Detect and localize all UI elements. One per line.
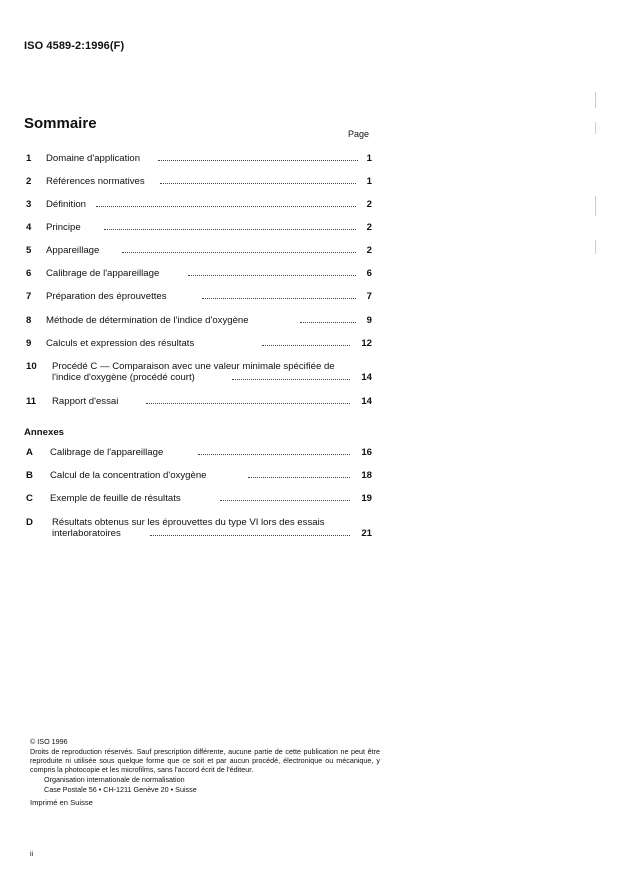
toc-entry-page: 1 bbox=[366, 153, 372, 164]
scan-mark bbox=[595, 92, 596, 108]
toc-entry-page: 1 bbox=[366, 176, 372, 187]
toc-entry-number: 9 bbox=[26, 338, 32, 349]
toc-entry-page: 14 bbox=[361, 372, 372, 383]
annex-label: Calcul de la concentration d'oxygène bbox=[50, 470, 207, 481]
toc-entry bbox=[26, 338, 372, 352]
annex-page: 19 bbox=[361, 493, 372, 504]
toc-title: Sommaire bbox=[24, 115, 97, 132]
toc-entry-page: 2 bbox=[366, 222, 372, 233]
toc-entry bbox=[26, 222, 372, 236]
annex-letter: C bbox=[26, 493, 33, 504]
dot-leader bbox=[146, 403, 350, 404]
annexes-heading: Annexes bbox=[24, 427, 64, 438]
toc-entry-number: 7 bbox=[26, 291, 32, 302]
toc-entry-label: Principe bbox=[46, 222, 81, 233]
page-number: ii bbox=[30, 851, 34, 858]
scan-mark bbox=[595, 240, 596, 254]
copyright-line: © ISO 1996 bbox=[30, 737, 68, 746]
dot-leader bbox=[220, 500, 350, 501]
annex-entry bbox=[26, 470, 372, 484]
toc-entry bbox=[26, 268, 372, 282]
dot-leader bbox=[202, 298, 356, 299]
annex-label: interlaboratoires bbox=[52, 528, 121, 539]
copyright-notice: Droits de reproduction réservés. Sauf prescription différente, aucune partie de cette publication ne peut être reproduite ni utilisée sous quelque forme que ce soit et par aucun procédé, électronique ou mécanique, y compris la photocopie et les microfilms, sans l'accord écrit de l'éditeur. bbox=[30, 747, 380, 774]
copyright-block bbox=[30, 737, 380, 807]
dot-leader bbox=[232, 379, 350, 380]
toc-entry-label: Procédé C — Comparaison avec une valeur minimale spécifiée de bbox=[52, 361, 335, 372]
toc-entry-label: Calculs et expression des résultats bbox=[46, 338, 195, 349]
toc-entry-label: Appareillage bbox=[46, 245, 100, 256]
toc-entry-label: Définition bbox=[46, 199, 86, 210]
annex-letter: B bbox=[26, 470, 33, 481]
annex-entry bbox=[26, 447, 372, 461]
dot-leader bbox=[150, 535, 350, 536]
toc-entry-label: l'indice d'oxygène (procédé court) bbox=[52, 372, 195, 383]
toc-entry-number: 10 bbox=[26, 361, 37, 372]
toc-entry-page: 6 bbox=[366, 268, 372, 279]
dot-leader bbox=[262, 345, 350, 346]
dot-leader bbox=[122, 252, 356, 253]
toc-entry-number: 6 bbox=[26, 268, 32, 279]
toc-page-column-label: Page bbox=[348, 129, 370, 139]
toc-entry bbox=[26, 361, 372, 385]
dot-leader bbox=[160, 183, 356, 184]
toc-entry bbox=[26, 153, 372, 167]
toc-entry-number: 8 bbox=[26, 315, 32, 326]
annex-page: 16 bbox=[361, 447, 372, 458]
toc-entry bbox=[26, 199, 372, 213]
annex-label: Exemple de feuille de résultats bbox=[50, 493, 181, 504]
annex-page: 21 bbox=[361, 528, 372, 539]
document-id: ISO 4589-2:1996(F) bbox=[24, 40, 125, 52]
toc-entry-page: 9 bbox=[366, 315, 372, 326]
dot-leader bbox=[188, 275, 356, 276]
annex-letter: A bbox=[26, 447, 33, 458]
toc-entry-label: Calibrage de l'appareillage bbox=[46, 268, 160, 279]
toc-entry bbox=[26, 245, 372, 259]
annex-label: Résultats obtenus sur les éprouvettes du type VI lors des essais bbox=[52, 517, 325, 528]
toc-entry-label: Rapport d'essai bbox=[52, 396, 119, 407]
annex-letter: D bbox=[26, 517, 33, 528]
dot-leader bbox=[104, 229, 356, 230]
toc-entry-page: 2 bbox=[366, 199, 372, 210]
annex-label: Calibrage de l'appareillage bbox=[50, 447, 164, 458]
toc-entry bbox=[26, 291, 372, 305]
toc-entry-page: 2 bbox=[366, 245, 372, 256]
scan-mark bbox=[595, 122, 596, 134]
toc-entry-label: Préparation des éprouvettes bbox=[46, 291, 167, 302]
organisation-address: Case Postale 56 • CH-1211 Genève 20 • Suisse bbox=[44, 785, 197, 794]
toc-entry-number: 5 bbox=[26, 245, 32, 256]
toc-entry bbox=[26, 176, 372, 190]
toc-entry-label: Domaine d'application bbox=[46, 153, 141, 164]
toc-entry-label: Méthode de détermination de l'indice d'oxygène bbox=[46, 315, 249, 326]
toc-entry-number: 2 bbox=[26, 176, 32, 187]
dot-leader bbox=[96, 206, 356, 207]
annex-entry bbox=[26, 493, 372, 507]
toc-entry-page: 7 bbox=[366, 291, 372, 302]
dot-leader bbox=[198, 454, 350, 455]
toc-entry-number: 11 bbox=[26, 396, 37, 407]
printed-in: Imprimé en Suisse bbox=[30, 798, 93, 807]
annex-page: 18 bbox=[361, 470, 372, 481]
toc-entry bbox=[26, 396, 372, 410]
toc-entry-number: 1 bbox=[26, 153, 32, 164]
dot-leader bbox=[248, 477, 350, 478]
toc-entry-number: 3 bbox=[26, 199, 32, 210]
toc-entry-page: 12 bbox=[361, 338, 372, 349]
dot-leader bbox=[300, 322, 356, 323]
annex-entry bbox=[26, 517, 372, 541]
toc-entry bbox=[26, 315, 372, 329]
toc-entry-label: Références normatives bbox=[46, 176, 145, 187]
organisation-name: Organisation internationale de normalisation bbox=[44, 775, 185, 784]
dot-leader bbox=[158, 160, 358, 161]
scan-mark bbox=[595, 196, 596, 216]
toc-entry-number: 4 bbox=[26, 222, 32, 233]
toc-entry-page: 14 bbox=[361, 396, 372, 407]
